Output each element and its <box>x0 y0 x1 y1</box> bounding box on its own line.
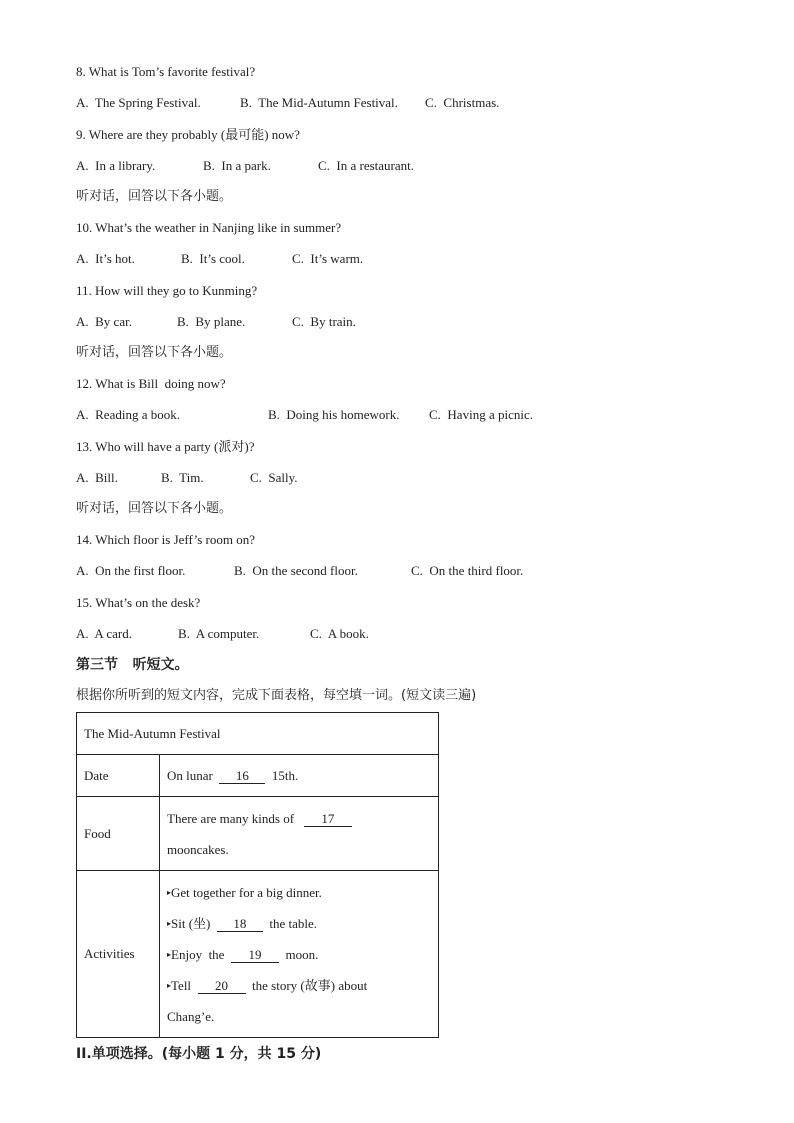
section-3-instruction: 根据你所听到的短文内容，完成下面表格，每空填一词。(短文读三遍) <box>76 688 477 703</box>
date-label: Date <box>77 755 160 797</box>
q8-option-a: A. The Spring Festival. <box>76 95 201 110</box>
q8-option-b: B. The Mid-Autumn Festival. <box>240 95 398 110</box>
activity-4-suffix: the story (故事) about <box>245 977 368 993</box>
q11-option-c: C. By train. <box>292 314 356 329</box>
bullet-triangle-icon: ▸ <box>167 918 172 928</box>
q14-option-a: A. On the first floor. <box>76 563 186 578</box>
q13-option-c: C. Sally. <box>250 470 298 485</box>
q8-option-c: C. Christmas. <box>425 95 500 110</box>
question-12: 12. What is Bill doing now? <box>76 376 226 391</box>
activity-4-line-2: Chang’e. <box>167 1008 215 1024</box>
q10-option-a: A. It’s hot. <box>76 251 135 266</box>
q11-option-a: A. By car. <box>76 314 132 329</box>
question-9: 9. Where are they probably (最可能) now? <box>76 127 300 142</box>
activity-4-prefix: Tell <box>171 977 198 993</box>
bullet-triangle-icon: ▸ <box>167 949 172 959</box>
date-cell <box>160 755 439 797</box>
listening-instruction: 听对话，回答以下各小题。 <box>76 501 233 516</box>
section-2-heading: II.单项选择。(每小题 1 分，共 15 分) <box>76 1046 322 1062</box>
food-label: Food <box>77 797 160 871</box>
activity-2-prefix: Sit (坐) <box>171 915 217 931</box>
food-line-2: mooncakes. <box>167 841 229 857</box>
date-suffix: 15th. <box>265 767 299 783</box>
q11-option-b: B. By plane. <box>177 314 246 329</box>
blank-17: 17 <box>304 812 352 827</box>
q14-option-c: C. On the third floor. <box>411 563 524 578</box>
blank-18: 18 <box>217 917 263 932</box>
q15-option-b: B. A computer. <box>178 626 260 641</box>
q10-option-b: B. It’s cool. <box>181 251 245 266</box>
q12-option-a: A. Reading a book. <box>76 407 180 422</box>
date-prefix: On lunar <box>167 767 220 783</box>
question-15: 15. What’s on the desk? <box>76 595 201 610</box>
activity-1: Get together for a big dinner. <box>171 884 322 900</box>
q13-option-a: A. Bill. <box>76 470 118 485</box>
q15-option-a: A. A card. <box>76 626 132 641</box>
bullet-triangle-icon: ▸ <box>167 887 172 897</box>
blank-19: 19 <box>231 948 279 963</box>
question-13: 13. Who will have a party (派对)? <box>76 439 255 454</box>
listening-instruction: 听对话，回答以下各小题。 <box>76 189 233 204</box>
festival-table <box>76 712 439 1038</box>
blank-16: 16 <box>219 769 265 784</box>
activity-3-suffix: moon. <box>278 946 319 962</box>
food-cell <box>160 797 439 871</box>
food-prefix: There are many kinds of <box>167 810 304 826</box>
table-title: The Mid-Autumn Festival <box>77 713 439 755</box>
question-11: 11. How will they go to Kunming? <box>76 283 258 298</box>
question-10: 10. What’s the weather in Nanjing like in summer? <box>76 220 342 235</box>
q14-option-b: B. On the second floor. <box>234 563 358 578</box>
q13-option-b: B. Tim. <box>161 470 204 485</box>
question-14: 14. Which floor is Jeff’s room on? <box>76 532 255 547</box>
bullet-triangle-icon: ▸ <box>167 980 172 990</box>
activity-3-prefix: Enjoy the <box>171 946 231 962</box>
q9-option-b: B. In a park. <box>203 158 271 173</box>
question-8: 8. What is Tom’s favorite festival? <box>76 64 256 79</box>
activity-2-suffix: the table. <box>262 915 318 931</box>
q9-option-c: C. In a restaurant. <box>318 158 415 173</box>
section-3-heading: 第三节 听短文。 <box>76 657 189 673</box>
q15-option-c: C. A book. <box>310 626 369 641</box>
q10-option-c: C. It’s warm. <box>292 251 364 266</box>
q12-option-c: C. Having a picnic. <box>429 407 533 422</box>
q9-option-a: A. In a library. <box>76 158 156 173</box>
listening-instruction: 听对话，回答以下各小题。 <box>76 345 233 360</box>
q12-option-b: B. Doing his homework. <box>268 407 400 422</box>
activities-label: Activities <box>77 871 160 1038</box>
activities-cell <box>160 871 439 1038</box>
blank-20: 20 <box>198 979 246 994</box>
